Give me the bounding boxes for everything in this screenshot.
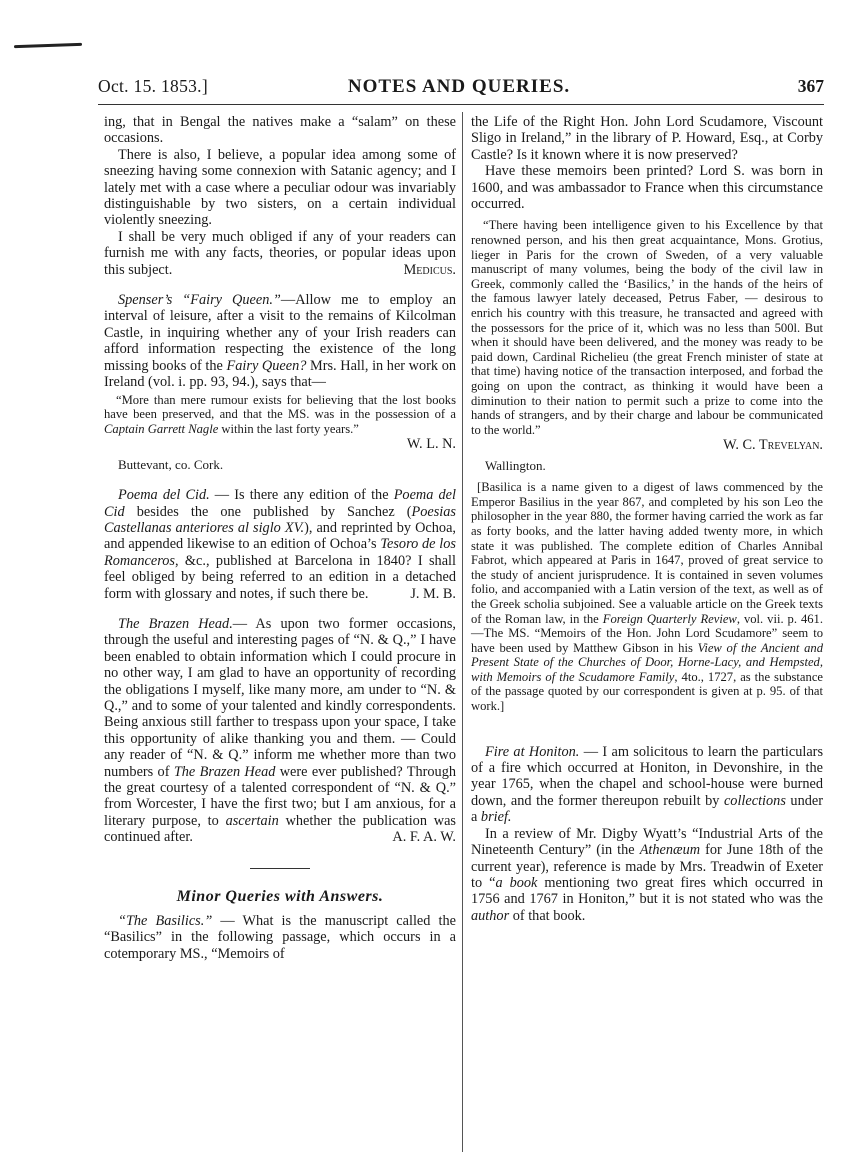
signature: W. L. N. — [406, 436, 456, 453]
article-title: Poema del Cid. — [118, 487, 210, 504]
article-title: Fire at Honiton. — [485, 743, 580, 760]
paragraph: I shall be very much obliged if any of your readers can furnish me with any facts, theories, or popular ideas upon this subject. Medicus. — [104, 228, 456, 278]
article-title: Spenser’s “Fairy Queen.” — [118, 292, 281, 309]
paragraph: In a review of Mr. Digby Wyatt’s “Industrial Arts of the Nineteenth Century” (in the Athenæum for June 18th of the current year), reference is made by Mrs. Treadwin of Exeter to “a book mentioning two great fires which occurred in 1756 and 1767 in Honiton,” but it is not stated who was the author of that book. — [471, 825, 823, 924]
signature: J. M. B. — [410, 585, 456, 602]
paragraph: ing, that in Bengal the natives make a “salam” on these occasions. — [104, 114, 456, 147]
page-number: 367 — [797, 76, 824, 96]
article-brazen-head — [104, 616, 456, 846]
paragraph: the Life of the Right Hon. John Lord Scudamore, Viscount Sligo in Ireland,” in the library of P. Howard, Esq., at Corby Castle? Is it known where it is now preserved? — [471, 114, 823, 163]
article-honiton — [471, 744, 823, 924]
article-title: The Brazen Head. — [118, 615, 233, 632]
editor-note: [Basilica is a name given to a digest of laws commenced by the Emperor Basilius in the year 867, and completed by his son Leo the philosopher in the year 880, the former having carried the work as far as forty books, and the latter having added twenty more, in which state it was published. The complete edition of Charles Annibal Fabrot, which appeared at Paris in 1647, proved of great service to the study of ancient jurisprudence. It is contained in seven volumes folio, and accompanied with a Latin version of the text, as well as of the Greek scholia subjoined. See a valuable article on the Greek texts of the Roman law, in the Foreign Quarterly Review, vol. vii. p. 461.—The MS. “Memoirs of the Hon. John Lord Scudamore” seem to have been used by Matthew Gibson in his View of the Ancient and Present State of the Churches of Door, Horne-Lacy, and Hempsted, with Memoirs of the Scudamore Family, 4to., 1727, as the substance of the passage quoted by our correspondent is given at p. 95. of that work.] — [471, 480, 824, 714]
publication-title: NOTES AND QUERIES. — [347, 76, 571, 97]
article-spenser — [104, 292, 456, 473]
left-column — [104, 114, 456, 962]
paragraph: The Brazen Head.— As upon two former occasions, through the useful and interesting pages of “N. & Q.,” I have been enabled to obtain information which I could procure in no other way, I am glad to have an opportunity of recording the obligations I myself, like many more, am under to “N. & Q.,” and to some of your talented and kindly correspondents. Being anxious still farther to trespass upon your space, I take this opportunity of alike thanking you and them. — Could any reader of “N. & Q.” inform me whether more than two numbers of The Brazen Head were ever published? Through the great courtesy of a talented correspondent of “N. & Q.” from Worcester, I have the first two; but I am anxious, for a literary purpose, to ascertain whether the publication was continued after. A. F. A. W. — [104, 615, 456, 846]
header-date: Oct. 15. 1853.] — [98, 76, 208, 96]
article-title: “The Basilics.” — [118, 913, 213, 930]
signature: A. F. A. W. — [392, 829, 456, 846]
paragraph: There is also, I believe, a popular idea among some of sneezing having some connexion with Satanic agency; and I lately met with a case where a peculiar odour was invariably distinguishable by two sisters, on a certain individual violently sneezing. — [104, 146, 456, 229]
place-line: Wallington. — [485, 457, 546, 473]
article-basilics — [104, 913, 456, 962]
column-divider — [462, 112, 463, 1152]
block-quote: “More than mere rumour exists for believing that the lost books have been preserved, and that the MS. was in the possession of a Captain Garrett Nagle within the last forty years.” — [104, 392, 456, 436]
paragraph: Poema del Cid. — Is there any edition of the Poema del Cid besides the one published by Sanchez (Poesias Castellanas anteriores al siglo XV.), and reprinted by Ochoa, and appended likewise to an edition of Ochoa’s Tesoro de los Romanceros, &c., published at Barcelona in 1840? I shall feel obliged by being referred to an edition in a detached form with glossary and notes, if such there be. J. M. B. — [104, 487, 456, 602]
paragraph: Spenser’s “Fairy Queen.”—Allow me to employ an interval of leisure, after a visit to the remains of Kilcolman Castle, in inquiring whether any of your Irish readers can afford information respecting the existence of the long missing books of the Fairy Queen? Mrs. Hall, in her work on Ireland (vol. i. pp. 93, 94.), says that— — [104, 292, 456, 391]
section-heading: Minor Queries with Answers. — [176, 887, 384, 905]
paragraph: Have these memoirs been printed? Lord S. was born in 1600, and was ambassador to France when this circumstance occurred. — [471, 163, 823, 213]
signature: Medicus. — [403, 261, 456, 278]
article-cid — [104, 487, 456, 602]
place-line: Buttevant, co. Cork. — [118, 456, 224, 472]
article-basilics-continued — [471, 114, 823, 474]
article-medicus — [104, 114, 456, 278]
page-header — [94, 76, 824, 102]
block-quote: “There having been intelligence given to his Excellence by that renowned person, and his then great acquaintance, Mons. Grotius, lieger in Paris for the crown of Sweden, of a very valuable manuscript of many volumes, being the body of the civil law in Greek, commonly called the ‘Basilics,’ in the hands of the heirs of the famous lawyer lately deceased, Petrus Faber, — desirous to enrich his country with this treasure, he transacted and agreed with the possessors for the price of it, which was no less than 500l. But when it should have been delivered, and the money was ready to be paid down, Cardinal Richelieu (the great French minister of state at that time) having notice of the transaction interposed, and forbad the going on upon the contract, as thinking it would have been a diminution to their nation to permit such a prize to come into the hands of strangers, and by their charge and labour be communicated to the world.” — [471, 218, 823, 437]
signature: W. C. Trevelyan. — [723, 437, 823, 454]
section-divider — [250, 868, 310, 869]
page-edge-mark — [14, 43, 82, 48]
right-column — [471, 114, 823, 924]
paragraph: Fire at Honiton. — I am solicitous to learn the particulars of a fire which occurred at Honiton, in Devonshire, in the year 1765, when the chapel and school-house were burned down, and the former thereupon rebuilt by collections under a brief. — [471, 743, 824, 826]
header-rule — [98, 104, 824, 105]
paragraph: “The Basilics.” — What is the manuscript called the “Basilics” in the following passage, which occurs in a cotemporary MS., “Memoirs of — [104, 913, 456, 962]
